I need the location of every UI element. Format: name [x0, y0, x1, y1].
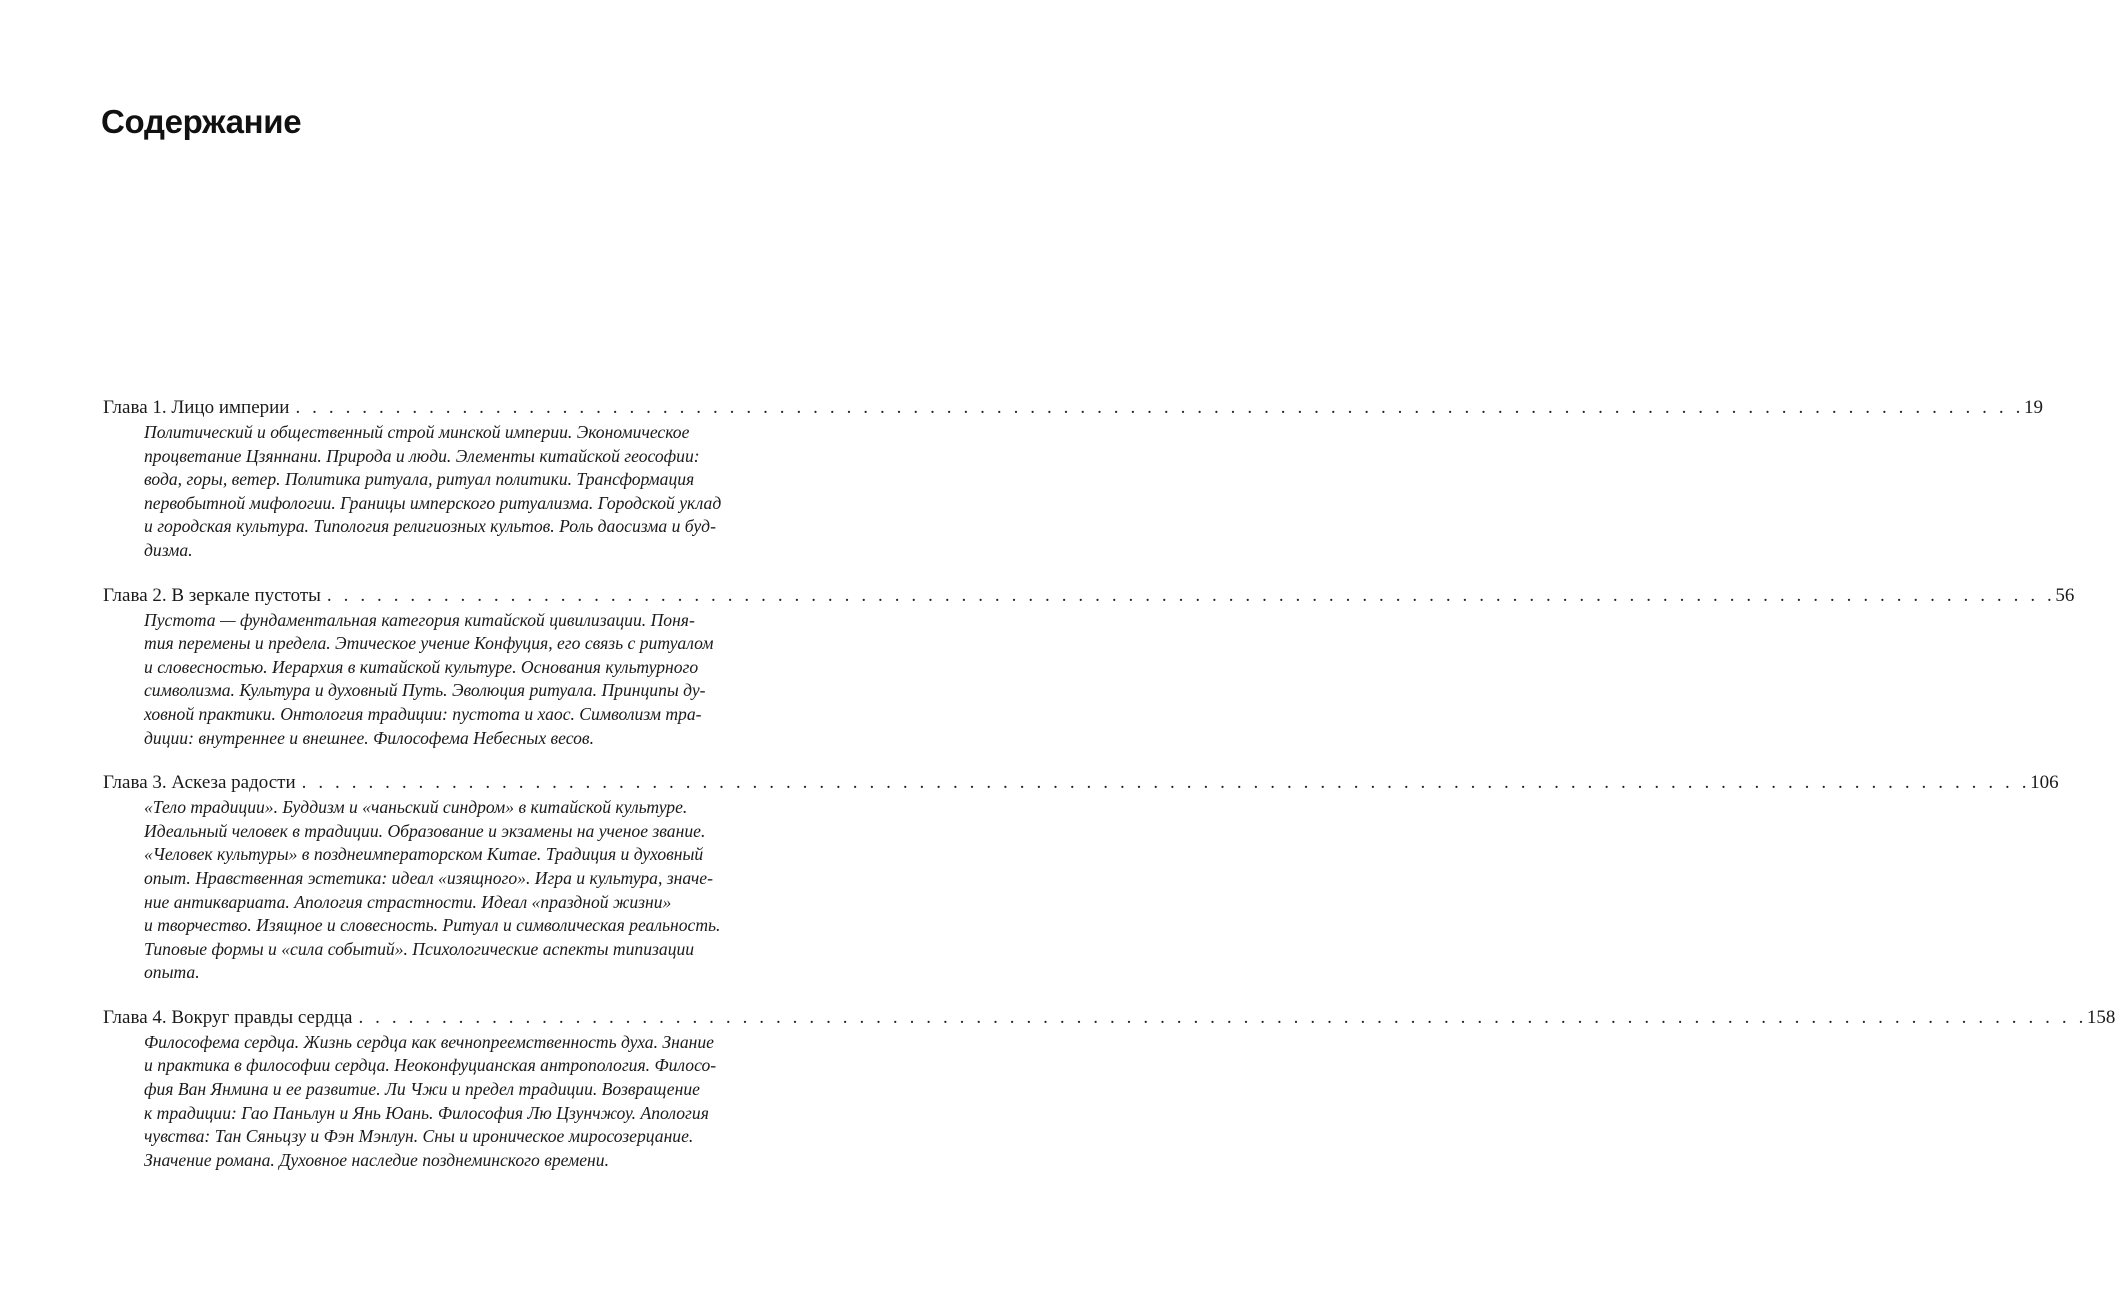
description-line: процветание Цзяннани. Природа и люди. Элементы китайской геософии:	[144, 445, 700, 466]
chapter-title: Глава 3. Аскеза радости	[103, 772, 296, 794]
description-line: первобытной мифологии. Границы имперского ритуализма. Городской уклад	[144, 492, 722, 513]
toc-entry-heading[interactable]	[103, 583, 2075, 609]
chapter-title: Глава 4. Вокруг правды сердца	[103, 1006, 353, 1028]
toc-entry-chapter-3	[103, 770, 2059, 985]
table-of-contents	[103, 395, 2115, 1192]
description-line: «Тело традиции». Буддизм и «чаньский синдром» в китайской культуре.	[144, 797, 688, 818]
toc-entry-heading[interactable]	[103, 1005, 2115, 1031]
page-number: 158	[2086, 1006, 2115, 1028]
dot-leader: . . . . . . . . . . . . . . . . . . . . . . . . . . . . . . . . . . . . . . . . . . . . . . . . . . . . . . . . . . . . . . . . . . . . . . . . . . . . . . . . . . . . . . . . . . . . . . . . . . . . . . . .	[358, 1006, 2087, 1028]
chapter-description	[144, 421, 844, 563]
description-line: Философема сердца. Жизнь сердца как вечнопреемственность духа. Знание	[144, 1031, 714, 1052]
description-line: диции: внутреннее и внешнее. Философема Небесных весов.	[144, 727, 594, 748]
description-line: опыта.	[144, 962, 200, 983]
description-line: ние антиквариата. Апология страстности. Идеал «праздной жизни»	[144, 891, 672, 912]
description-line: символизма. Культура и духовный Путь. Эволюция ритуала. Принципы ду-	[144, 680, 706, 701]
description-line: чувства: Тан Сяньцзу и Фэн Мэнлун. Сны и ироническое миросозерцание.	[144, 1126, 694, 1147]
dot-leader: . . . . . . . . . . . . . . . . . . . . . . . . . . . . . . . . . . . . . . . . . . . . . . . . . . . . . . . . . . . . . . . . . . . . . . . . . . . . . . . . . . . . . . . . . . . . . . . . . . . . . . . .	[295, 397, 2024, 418]
description-line: Пустота — фундаментальная категория китайской цивилизации. Поня-	[144, 609, 695, 630]
description-line: Идеальный человек в традиции. Образование и экзамены на ученое звание.	[144, 820, 706, 841]
description-line: ховной практики. Онтология традиции: пустота и хаос. Символизм тра-	[144, 703, 702, 724]
description-line: «Человек культуры» в позднеимператорском Китае. Традиция и духовный	[144, 844, 704, 865]
description-line: дизма.	[144, 539, 193, 560]
toc-entry-chapter-1	[103, 395, 2043, 563]
page-number: 19	[2023, 397, 2043, 418]
description-line: опыт. Нравственная эстетика: идеал «изящного». Игра и культура, значе-	[144, 867, 713, 888]
description-line: и городская культура. Типология религиозных культов. Роль даосизма и буд-	[144, 516, 716, 537]
toc-entry-chapter-2	[103, 583, 2075, 751]
chapter-description	[144, 609, 844, 751]
chapter-description	[144, 796, 844, 985]
description-line: Политический и общественный строй минской империи. Экономическое	[144, 422, 690, 442]
description-line: тия перемены и предела. Этическое учение Конфуция, его связь с ритуалом	[144, 633, 714, 654]
description-line: фия Ван Янмина и ее развитие. Ли Чжи и предел традиции. Возвращение	[144, 1079, 700, 1100]
description-line: и творчество. Изящное и словесность. Ритуал и символическая реальность.	[144, 915, 721, 936]
dot-leader: . . . . . . . . . . . . . . . . . . . . . . . . . . . . . . . . . . . . . . . . . . . . . . . . . . . . . . . . . . . . . . . . . . . . . . . . . . . . . . . . . . . . . . . . . . . . . . . . . . . . . . . .	[301, 772, 2031, 794]
page-number: 56	[2055, 584, 2075, 606]
dot-leader: . . . . . . . . . . . . . . . . . . . . . . . . . . . . . . . . . . . . . . . . . . . . . . . . . . . . . . . . . . . . . . . . . . . . . . . . . . . . . . . . . . . . . . . . . . . . . . . . . . . . . . . .	[326, 584, 2056, 606]
page-title: Содержание	[101, 103, 302, 140]
page-number: 106	[2030, 772, 2059, 794]
description-line: к традиции: Гао Паньлун и Янь Юань. Философия Лю Цзунчжоу. Апология	[144, 1102, 709, 1123]
description-line: Значение романа. Духовное наследие позднеминского времени.	[144, 1149, 609, 1170]
chapter-title: Глава 1. Лицо империи	[103, 397, 290, 418]
toc-entry-heading[interactable]	[103, 770, 2059, 796]
description-line: Типовые формы и «сила событий». Психологические аспекты типизации	[144, 938, 695, 959]
chapter-description	[144, 1031, 844, 1173]
description-line: вода, горы, ветер. Политика ритуала, ритуал политики. Трансформация	[144, 469, 695, 490]
description-line: и словесностью. Иерархия в китайской культуре. Основания культурного	[144, 656, 699, 677]
description-line: и практика в философии сердца. Неоконфуцианская антропология. Филосо-	[144, 1055, 717, 1076]
chapter-title: Глава 2. В зеркале пустоты	[103, 584, 321, 606]
toc-entry-heading[interactable]	[103, 395, 2043, 421]
toc-entry-chapter-4	[103, 1005, 2115, 1173]
